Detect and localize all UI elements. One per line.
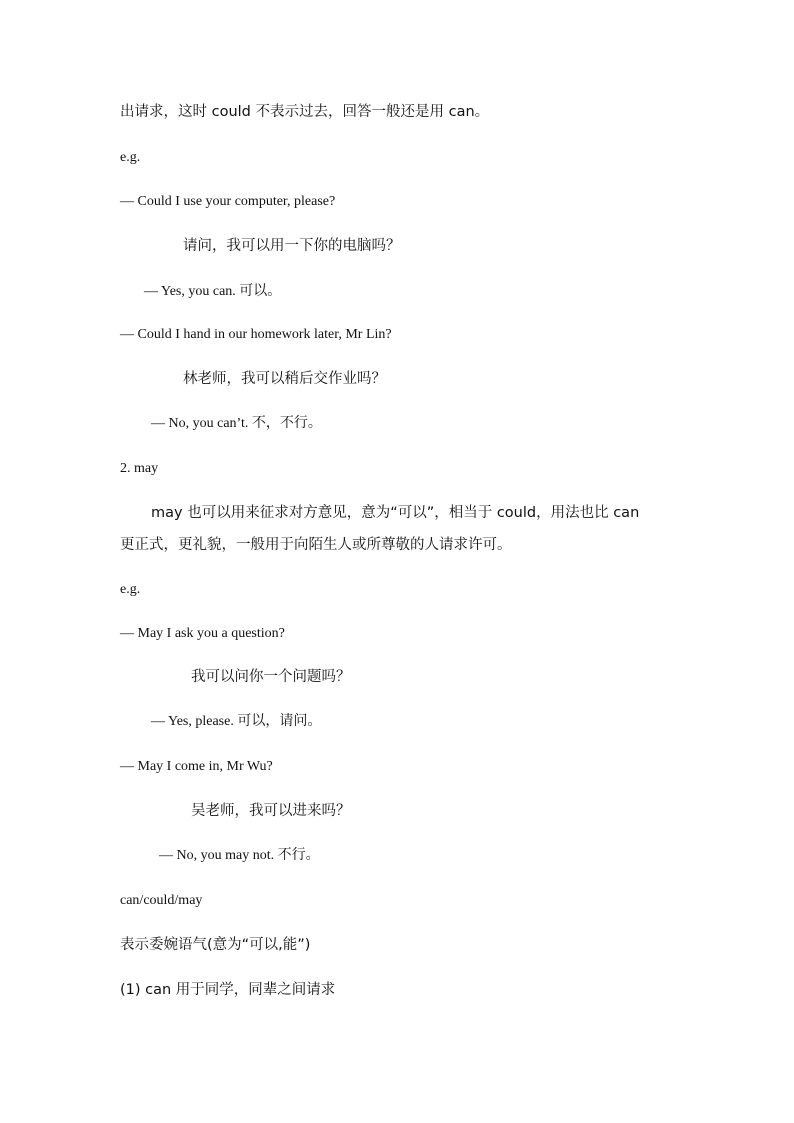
example-label: e.g.: [120, 582, 141, 597]
example-question: — Could I use your computer, please?: [120, 194, 336, 209]
example-question: — Could I hand in our homework later, Mr Lin?: [120, 327, 392, 342]
paragraph-line: (1) can 用于同学，同辈之间请求: [120, 982, 336, 998]
paragraph-line: 出请求，这时 could 不表示过去，回答一般还是用 can。: [120, 104, 490, 120]
example-question: — May I ask you a question?: [120, 626, 285, 641]
paragraph-line: may 也可以用来征求对方意见，意为“可以”，相当于 could，用法也比 can: [151, 505, 640, 521]
example-answer: — Yes, you can. 可以。: [144, 284, 282, 299]
example-label: e.g.: [120, 150, 141, 165]
example-translation: 吴老师，我可以进来吗？: [191, 803, 351, 819]
example-translation: 我可以问你一个问题吗？: [191, 669, 351, 685]
section-heading: can/could/may: [120, 893, 203, 908]
example-question: — May I come in, Mr Wu?: [120, 759, 273, 774]
paragraph-line: 表示委婉语气(意为“可以,能”): [120, 937, 311, 953]
example-translation: 林老师，我可以稍后交作业吗？: [183, 371, 386, 387]
example-answer: — No, you can’t. 不，不行。: [151, 416, 322, 431]
paragraph-line: 更正式，更礼貌，一般用于向陌生人或所尊敬的人请求许可。: [120, 537, 512, 553]
example-answer: — Yes, please. 可以，请问。: [151, 714, 322, 729]
example-translation: 请问，我可以用一下你的电脑吗？: [183, 238, 401, 254]
section-heading: 2. may: [120, 461, 159, 476]
example-answer: — No, you may not. 不行。: [159, 848, 320, 863]
